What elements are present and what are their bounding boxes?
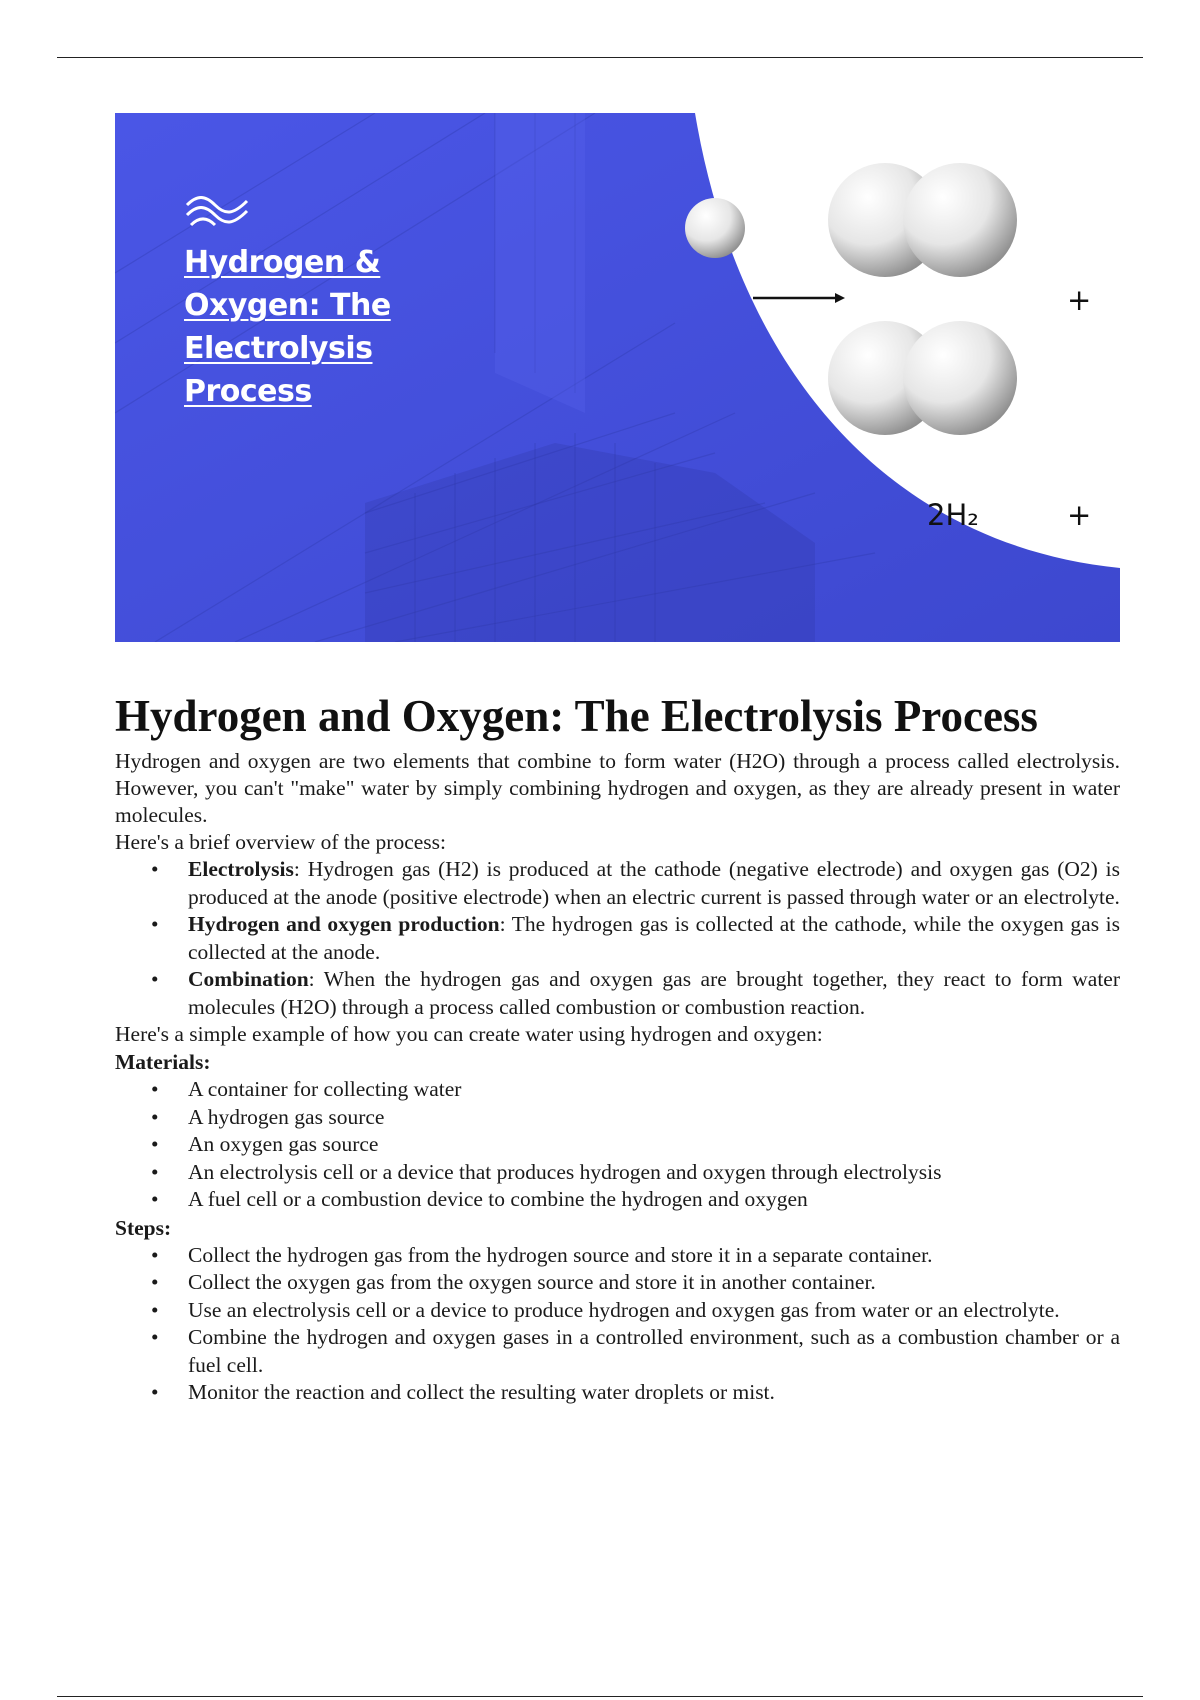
list-item: • Collect the hydrogen gas from the hydrogen source and store it in a separate container.: [115, 1242, 1120, 1270]
list-item: • An oxygen gas source: [115, 1131, 1120, 1159]
materials-label: Materials:: [115, 1050, 211, 1074]
list-item-term: Electrolysis: [188, 857, 294, 881]
list-item: • Combine the hydrogen and oxygen gases in a controlled environment, such as a combustion chamber or a fuel cell.: [115, 1324, 1120, 1379]
list-item: • Monitor the reaction and collect the resulting water droplets or mist.: [115, 1379, 1120, 1407]
document-body: [115, 690, 1120, 1407]
overview-list: [115, 856, 1120, 1021]
bottom-rule: [57, 1696, 1143, 1697]
overview-lead: Here's a brief overview of the process:: [115, 830, 447, 854]
materials-list: [115, 1076, 1120, 1214]
list-item: [115, 911, 1120, 966]
list-item: • A container for collecting water: [115, 1076, 1120, 1104]
equation-product-label: 2H₂: [927, 498, 979, 532]
list-item-term: Combination: [188, 967, 309, 991]
list-item-text: : Hydrogen gas (H2) is produced at the cathode (negative electrode) and oxygen gas (O2) is produced at the anode (positive electrode) when an electric current is passed through water or an electrolyte.: [188, 857, 1120, 909]
steps-label: Steps:: [115, 1215, 172, 1240]
steps-list: [115, 1242, 1120, 1407]
intro-paragraph: Hydrogen and oxygen are two elements that combine to form water (H2O) through a process called electrolysis. However, you can't "make" water by simply combining hydrogen and oxygen, as they are already present in water molecules.: [115, 749, 1120, 827]
list-item-text: : When the hydrogen gas and oxygen gas are brought together, they react to form water molecules (H2O) through a process called combustion or combustion reaction.: [188, 967, 1120, 1019]
list-item: • Use an electrolysis cell or a device to produce hydrogen and oxygen gas from water or an electrolyte.: [115, 1297, 1120, 1325]
list-item-term: Hydrogen and oxygen production: [188, 912, 500, 936]
waves-icon: [185, 195, 251, 229]
example-lead: Here's a simple example of how you can create water using hydrogen and oxygen:: [115, 1022, 823, 1046]
page-title: Hydrogen and Oxygen: The Electrolysis Process: [115, 691, 1038, 741]
list-item: • A fuel cell or a combustion device to combine the hydrogen and oxygen: [115, 1186, 1120, 1214]
banner-title: Hydrogen & Oxygen: The Electrolysis Process: [184, 245, 391, 409]
plus-sign-bottom: +: [1067, 498, 1092, 532]
list-item: • A hydrogen gas source: [115, 1104, 1120, 1132]
list-item: • An electrolysis cell or a device that produces hydrogen and oxygen through electrolysis: [115, 1159, 1120, 1187]
plus-sign-top: +: [1067, 283, 1092, 317]
banner-image: [115, 113, 1120, 642]
list-item: [115, 966, 1120, 1021]
list-item-text: : The hydrogen gas is collected at the cathode, while the oxygen gas is collected at the anode.: [188, 912, 1120, 964]
list-item: [115, 856, 1120, 911]
list-item: • Collect the oxygen gas from the oxygen source and store it in another container.: [115, 1269, 1120, 1297]
top-rule: [57, 57, 1143, 58]
